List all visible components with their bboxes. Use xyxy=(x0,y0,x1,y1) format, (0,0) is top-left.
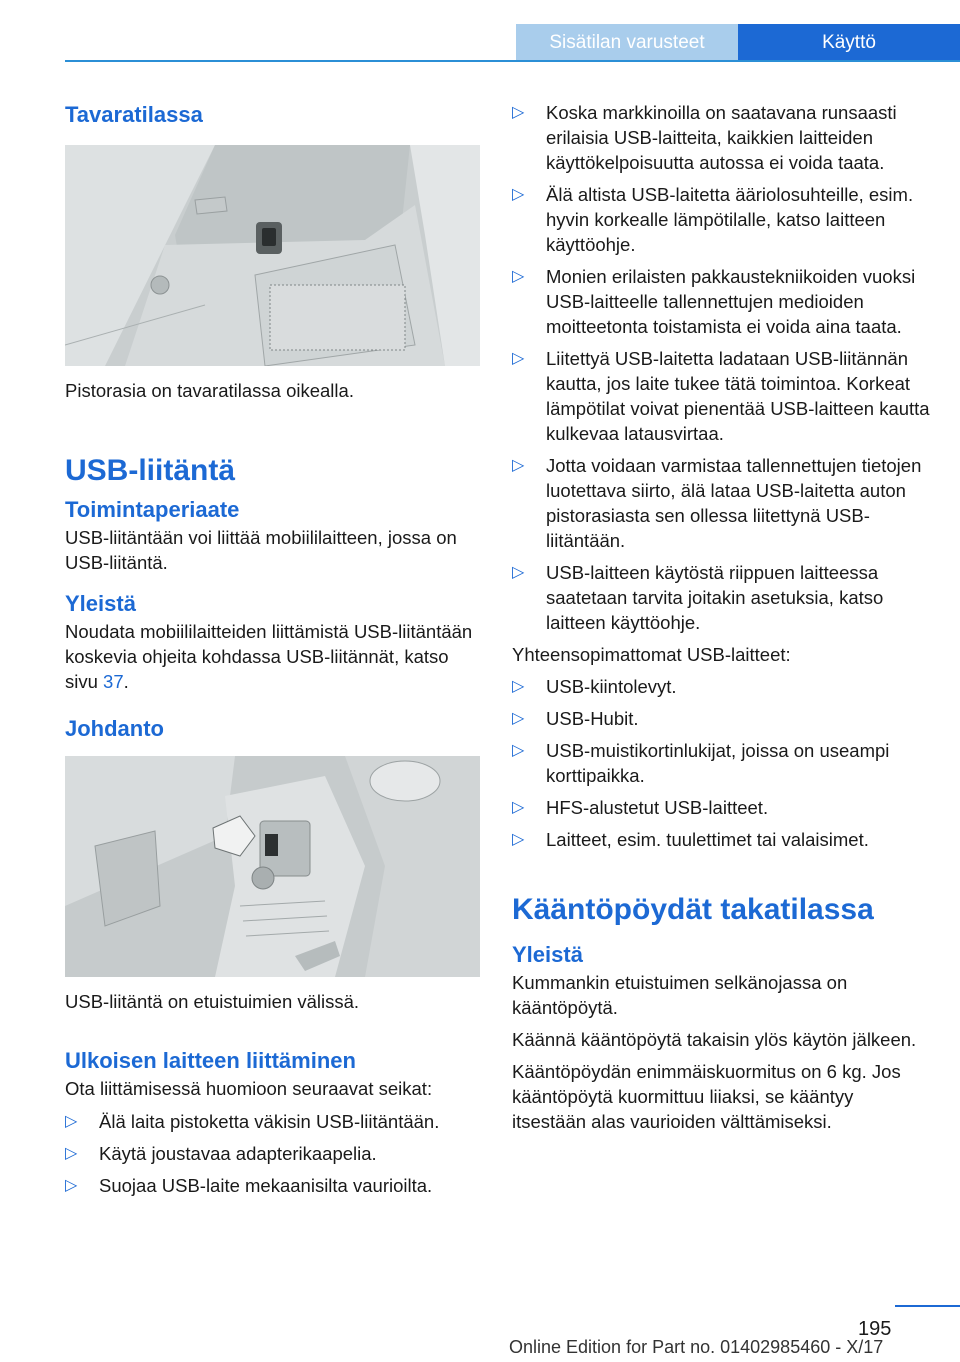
header-chapter-tab[interactable]: Käyttö xyxy=(738,24,960,62)
header-section-tab[interactable]: Sisätilan varusteet xyxy=(516,24,738,62)
page-number: 195 xyxy=(858,1318,892,1340)
header-rule xyxy=(65,60,960,62)
list-item: ▷ Suojaa USB-laite mekaanisilta vaurioilta. xyxy=(65,1175,433,1196)
tables-paragraph-3: Kääntöpöydän enimmäiskuormitus on 6 kg. Jos kääntöpöytä kuormittuu liiaksi, se kääntyy itsestään alas vaurioiden välttämiseksi. xyxy=(512,1061,901,1132)
list-item: ▷ Älä laita pistoketta väkisin USB-liitäntään. xyxy=(65,1111,440,1132)
bullet-triangle-icon: ▷ xyxy=(65,1113,78,1130)
bullet-triangle-icon: ▷ xyxy=(512,799,525,816)
cargo-heading: Tavaratilassa xyxy=(65,102,203,127)
usb-console-illustration xyxy=(65,756,480,977)
general-heading: Yleistä xyxy=(65,591,136,616)
list-item: ▷ Liitettyä USB-laitetta ladataan USB-liitännän kautta, jos laite tukee tätä toimintoa. Korkeat lämpötilat voivat pienentää USB-laitteen kautta kulkevaa latausvirtaa. xyxy=(512,348,930,444)
bullet-triangle-icon: ▷ xyxy=(512,564,525,581)
cargo-socket-illustration xyxy=(65,145,480,366)
bullet-triangle-icon: ▷ xyxy=(512,831,525,848)
incompatible-label: Yhteensopimattomat USB-laitteet: xyxy=(512,644,791,665)
general-text-b: . xyxy=(123,671,129,692)
page-37-link[interactable]: 37 xyxy=(103,671,124,692)
connect-heading: Ulkoisen laitteen liittäminen xyxy=(65,1048,356,1073)
list-item: ▷ Monien erilaisten pakkaustekniikoiden vuoksi USB-laitteelle tallennettujen medioiden moitteetonta toistamista ei voida aina taata. xyxy=(512,266,916,337)
list-item: ▷ USB-Hubit. xyxy=(512,708,639,729)
bullet-triangle-icon: ▷ xyxy=(512,710,525,727)
left-column xyxy=(65,100,483,1205)
principle-heading: Toimintaperiaate xyxy=(65,497,240,522)
right-column xyxy=(512,100,932,1134)
bullet-triangle-icon: ▷ xyxy=(512,268,525,285)
bullet-triangle-icon: ▷ xyxy=(512,104,525,121)
bullet-triangle-icon: ▷ xyxy=(65,1177,78,1194)
bullet-triangle-icon: ▷ xyxy=(512,350,525,367)
list-item: ▷ USB-laitteen käytöstä riippuen laitteessa saatetaan tarvita joitakin asetuksia, katso laitteen käyttöohje. xyxy=(512,562,884,633)
bullet-triangle-icon: ▷ xyxy=(512,457,525,474)
list-item: ▷ Älä altista USB-laitetta ääriolosuhteille, esim. hyvin korkealle lämpötilalle, katso laitteen käyttöohje. xyxy=(512,184,914,255)
tables-paragraph-1: Kummankin etuistuimen selkänojassa on kääntöpöytä. xyxy=(512,972,848,1018)
cargo-caption: Pistorasia on tavaratilassa oikealla. xyxy=(65,380,354,401)
bullet-triangle-icon: ▷ xyxy=(512,678,525,695)
list-item: ▷ Käytä joustavaa adapterikaapelia. xyxy=(65,1143,377,1164)
tables-general-heading: Yleistä xyxy=(512,942,583,967)
tables-paragraph-2: Käännä kääntöpöytä takaisin ylös käytön jälkeen. xyxy=(512,1029,917,1050)
footer-rule xyxy=(895,1305,960,1307)
tables-section-title: Kääntöpöydät takatilassa xyxy=(512,893,874,926)
list-item: ▷ USB-muistikortinlukijat, joissa on useampi korttipaikka. xyxy=(512,740,890,786)
intro-caption: USB-liitäntä on etuistuimien välissä. xyxy=(65,991,360,1012)
intro-heading: Johdanto xyxy=(65,716,164,741)
incompatible-list xyxy=(512,674,932,852)
list-item: ▷ Koska markkinoilla on saatavana runsaasti erilaisia USB-laitteita, kaikkien laitteiden käyttökelpoisuutta autossa ei voida taata. xyxy=(512,102,897,173)
principle-text: USB-liitäntään voi liittää mobiililaitteen, jossa on USB-liitäntä. xyxy=(65,527,457,573)
usb-section-title: USB-liitäntä xyxy=(65,454,236,487)
list-item: ▷ Laitteet, esim. tuulettimet tai valaisimet. xyxy=(512,829,869,850)
general-text-a: Noudata mobiililaitteiden liittämistä USB-liitäntään koskevia ohjeita kohdassa USB-liitännät, katso sivu xyxy=(65,621,473,692)
bullet-triangle-icon: ▷ xyxy=(512,186,525,203)
list-item: ▷ USB-kiintolevyt. xyxy=(512,676,677,697)
usb-notes-list xyxy=(512,100,932,635)
bullet-triangle-icon: ▷ xyxy=(512,742,525,759)
general-text xyxy=(65,619,483,694)
list-item: ▷ Jotta voidaan varmistaa tallennettujen tietojen luotettava siirto, älä lataa USB-laitetta auton pistorasiasta sen ollessa liitettynä USB-liitäntään. xyxy=(512,455,922,551)
edition-text: Online Edition for Part no. 01402985460 - X/17 xyxy=(509,1337,884,1357)
bullet-triangle-icon: ▷ xyxy=(65,1145,78,1162)
connect-text: Ota liittämisessä huomioon seuraavat seikat: xyxy=(65,1078,433,1099)
list-item: ▷ HFS-alustetut USB-laitteet. xyxy=(512,797,769,818)
connect-list xyxy=(65,1109,483,1198)
